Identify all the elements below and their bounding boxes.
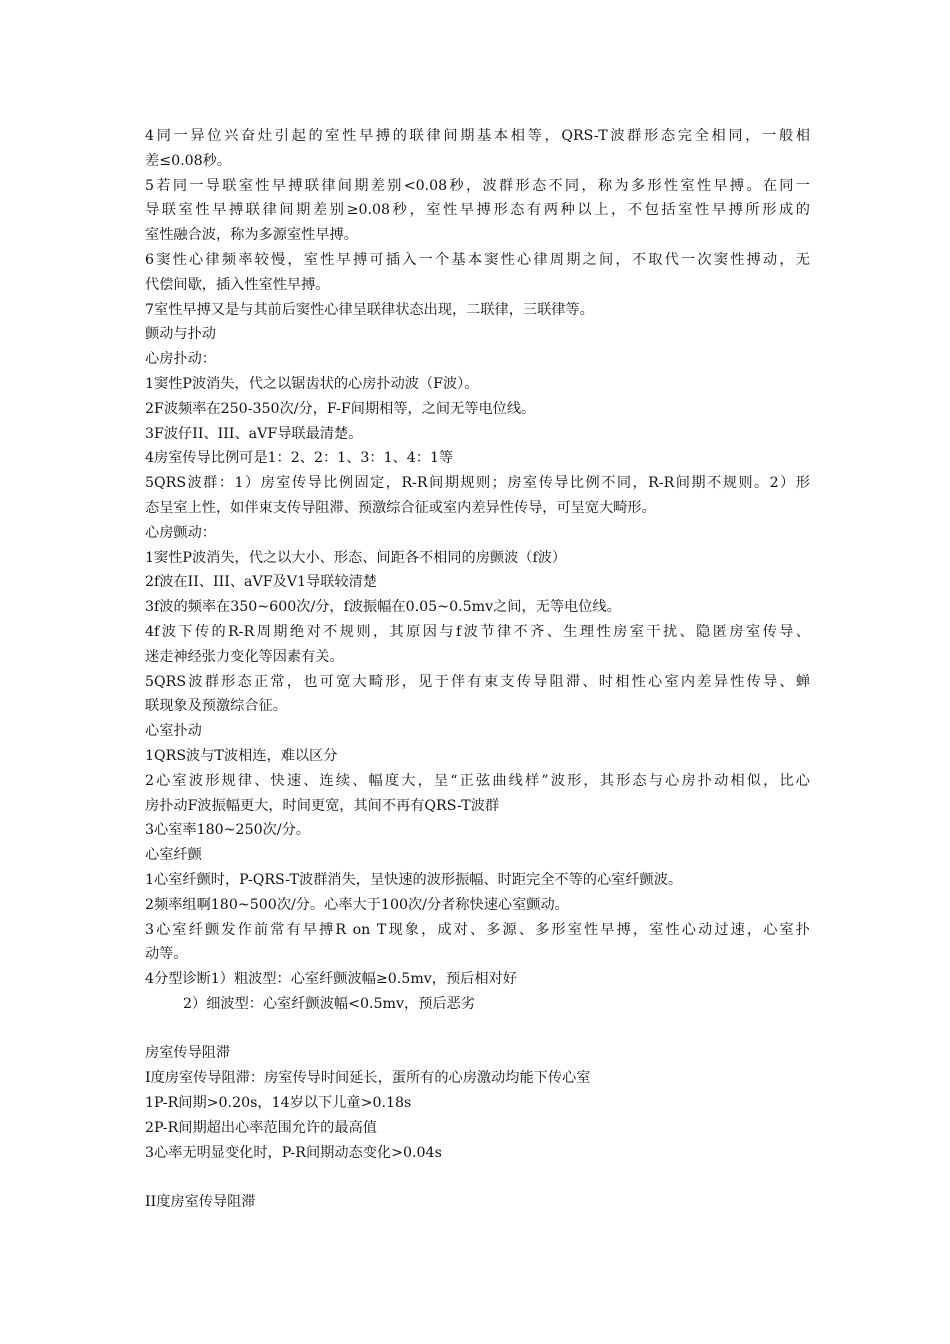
text-line: 心房颤动：	[145, 524, 216, 541]
text-line: 4房室传导比例可是1：2、2：1、3：1、4：1等	[145, 450, 454, 467]
text-line: 5QRS波群形态正常，也可宽大畸形，见于伴有束支传导阻滞、时相性心室内差异性传导、蝉	[145, 673, 810, 690]
text-line: 联现象及预激综合征。	[145, 698, 287, 715]
text-line: I度房室传导阻滞：房室传导时间延长，蛋所有的心房激动均能下传心室	[145, 1070, 591, 1087]
text-line: 1窦性P波消失，代之以大小、形态、间距各不相同的房颤波（f波）	[145, 549, 567, 566]
text-line: 4f波下传的R-R周期绝对不规则，其原因与f波节律不齐、生理性房室干扰、隐匿房室传导、	[145, 623, 810, 640]
text-line: 1QRS波与T波相连，难以区分	[145, 747, 338, 764]
blank-line	[145, 1165, 810, 1190]
text-line: 态呈室上性，如伴束支传导阻滞、预激综合征或室内差异性传导，可呈宽大畸形。	[145, 499, 656, 516]
text-line: 4同一异位兴奋灶引起的室性早搏的联律间期基本相等，QRS-T波群形态完全相同，一般相	[145, 128, 810, 144]
text-line: 3心室纤颤发作前常有早搏R on T现象，成对、多源、多形室性早搏，室性心动过速，心室扑	[145, 921, 810, 938]
text-line: II度房室传导阻滞	[145, 1194, 256, 1211]
text-line: 房室传导阻滞	[145, 1045, 231, 1062]
text-line: 1心室纤颤时，P-QRS-T波群消失，呈快速的波形振幅、时距完全不等的心室纤颤波。	[145, 871, 683, 888]
text-line: 房扑动F波振幅更大，时间更宽，其间不再有QRS-T波群	[145, 797, 500, 814]
text-line: 导联室性早搏联律间期差别≥0.08秒，室性早搏形态有两种以上，不包括室性早搏所形成的	[145, 202, 810, 219]
text-line: 动等。	[145, 946, 188, 963]
text-line: 5QRS波群：1）房室传导比例固定，R-R间期规则；房室传导比例不同，R-R间期不规则。2）形	[145, 475, 810, 492]
text-line: 6窦性心律频率较慢，室性早搏可插入一个基本窦性心律周期之间，不取代一次窦性搏动，无	[145, 251, 810, 268]
text-line: 2频率组啊180~500次/分。心率大于100次/分者称快速心室颤动。	[145, 896, 569, 913]
text-line: 2f波在II、III、aVF及V1导联较清楚	[145, 574, 377, 591]
text-line: 3心率无明显变化时，P-R间期动态变化>0.04s	[145, 1144, 442, 1161]
text-line: 室性融合波，称为多源室性早搏。	[145, 227, 358, 244]
text-line: 颤动与扑动	[145, 326, 216, 343]
text-line: 3f波的频率在350~600次/分，f波振幅在0.05~0.5mv之间，无等电位线。	[145, 599, 621, 616]
text-line: 2心室波形规律、快速、连续、幅度大，呈“正弦曲线样”波形，其形态与心房扑动相似，比心	[145, 772, 810, 789]
text-line: 3F波仔II、III、aVF导联最清楚。	[145, 425, 363, 442]
text-line: 2F波频率在250-350次/分，F-F间期相等，之间无等电位线。	[145, 400, 536, 417]
text-line: 1窦性P波消失，代之以锯齿状的心房扑动波（F波）。	[145, 375, 479, 392]
text-line: 2P-R间期超出心率范围允许的最高值	[145, 1119, 377, 1136]
text-line: 2）细波型：心室纤颤波幅<0.5mv，预后恶劣	[183, 995, 475, 1012]
text-line: 心房扑动：	[145, 351, 216, 368]
text-line: 心室扑动	[145, 723, 202, 740]
text-line: 1P-R间期>0.20s，14岁以下儿童>0.18s	[145, 1095, 412, 1112]
text-line: 差≤0.08秒。	[145, 152, 232, 169]
text-line: 3心室率180~250次/分。	[145, 822, 310, 839]
document-body	[145, 124, 810, 1215]
text-line: 4分型诊断1）粗波型：心室纤颤波幅≥0.5mv，预后相对好	[145, 971, 517, 988]
text-line: 心室纤颤	[145, 847, 202, 864]
text-line: 5若同一导联室性早搏联律间期差别<0.08秒，波群形态不同，称为多形性室性早搏。在同一	[145, 177, 810, 194]
blank-line	[145, 1017, 810, 1042]
text-line: 7室性早搏又是与其前后窦性心律呈联律状态出现，二联律，三联律等。	[145, 301, 594, 318]
text-line: 代偿间歇，插入性室性早搏。	[145, 276, 330, 293]
text-line: 迷走神经张力变化等因素有关。	[145, 648, 344, 665]
